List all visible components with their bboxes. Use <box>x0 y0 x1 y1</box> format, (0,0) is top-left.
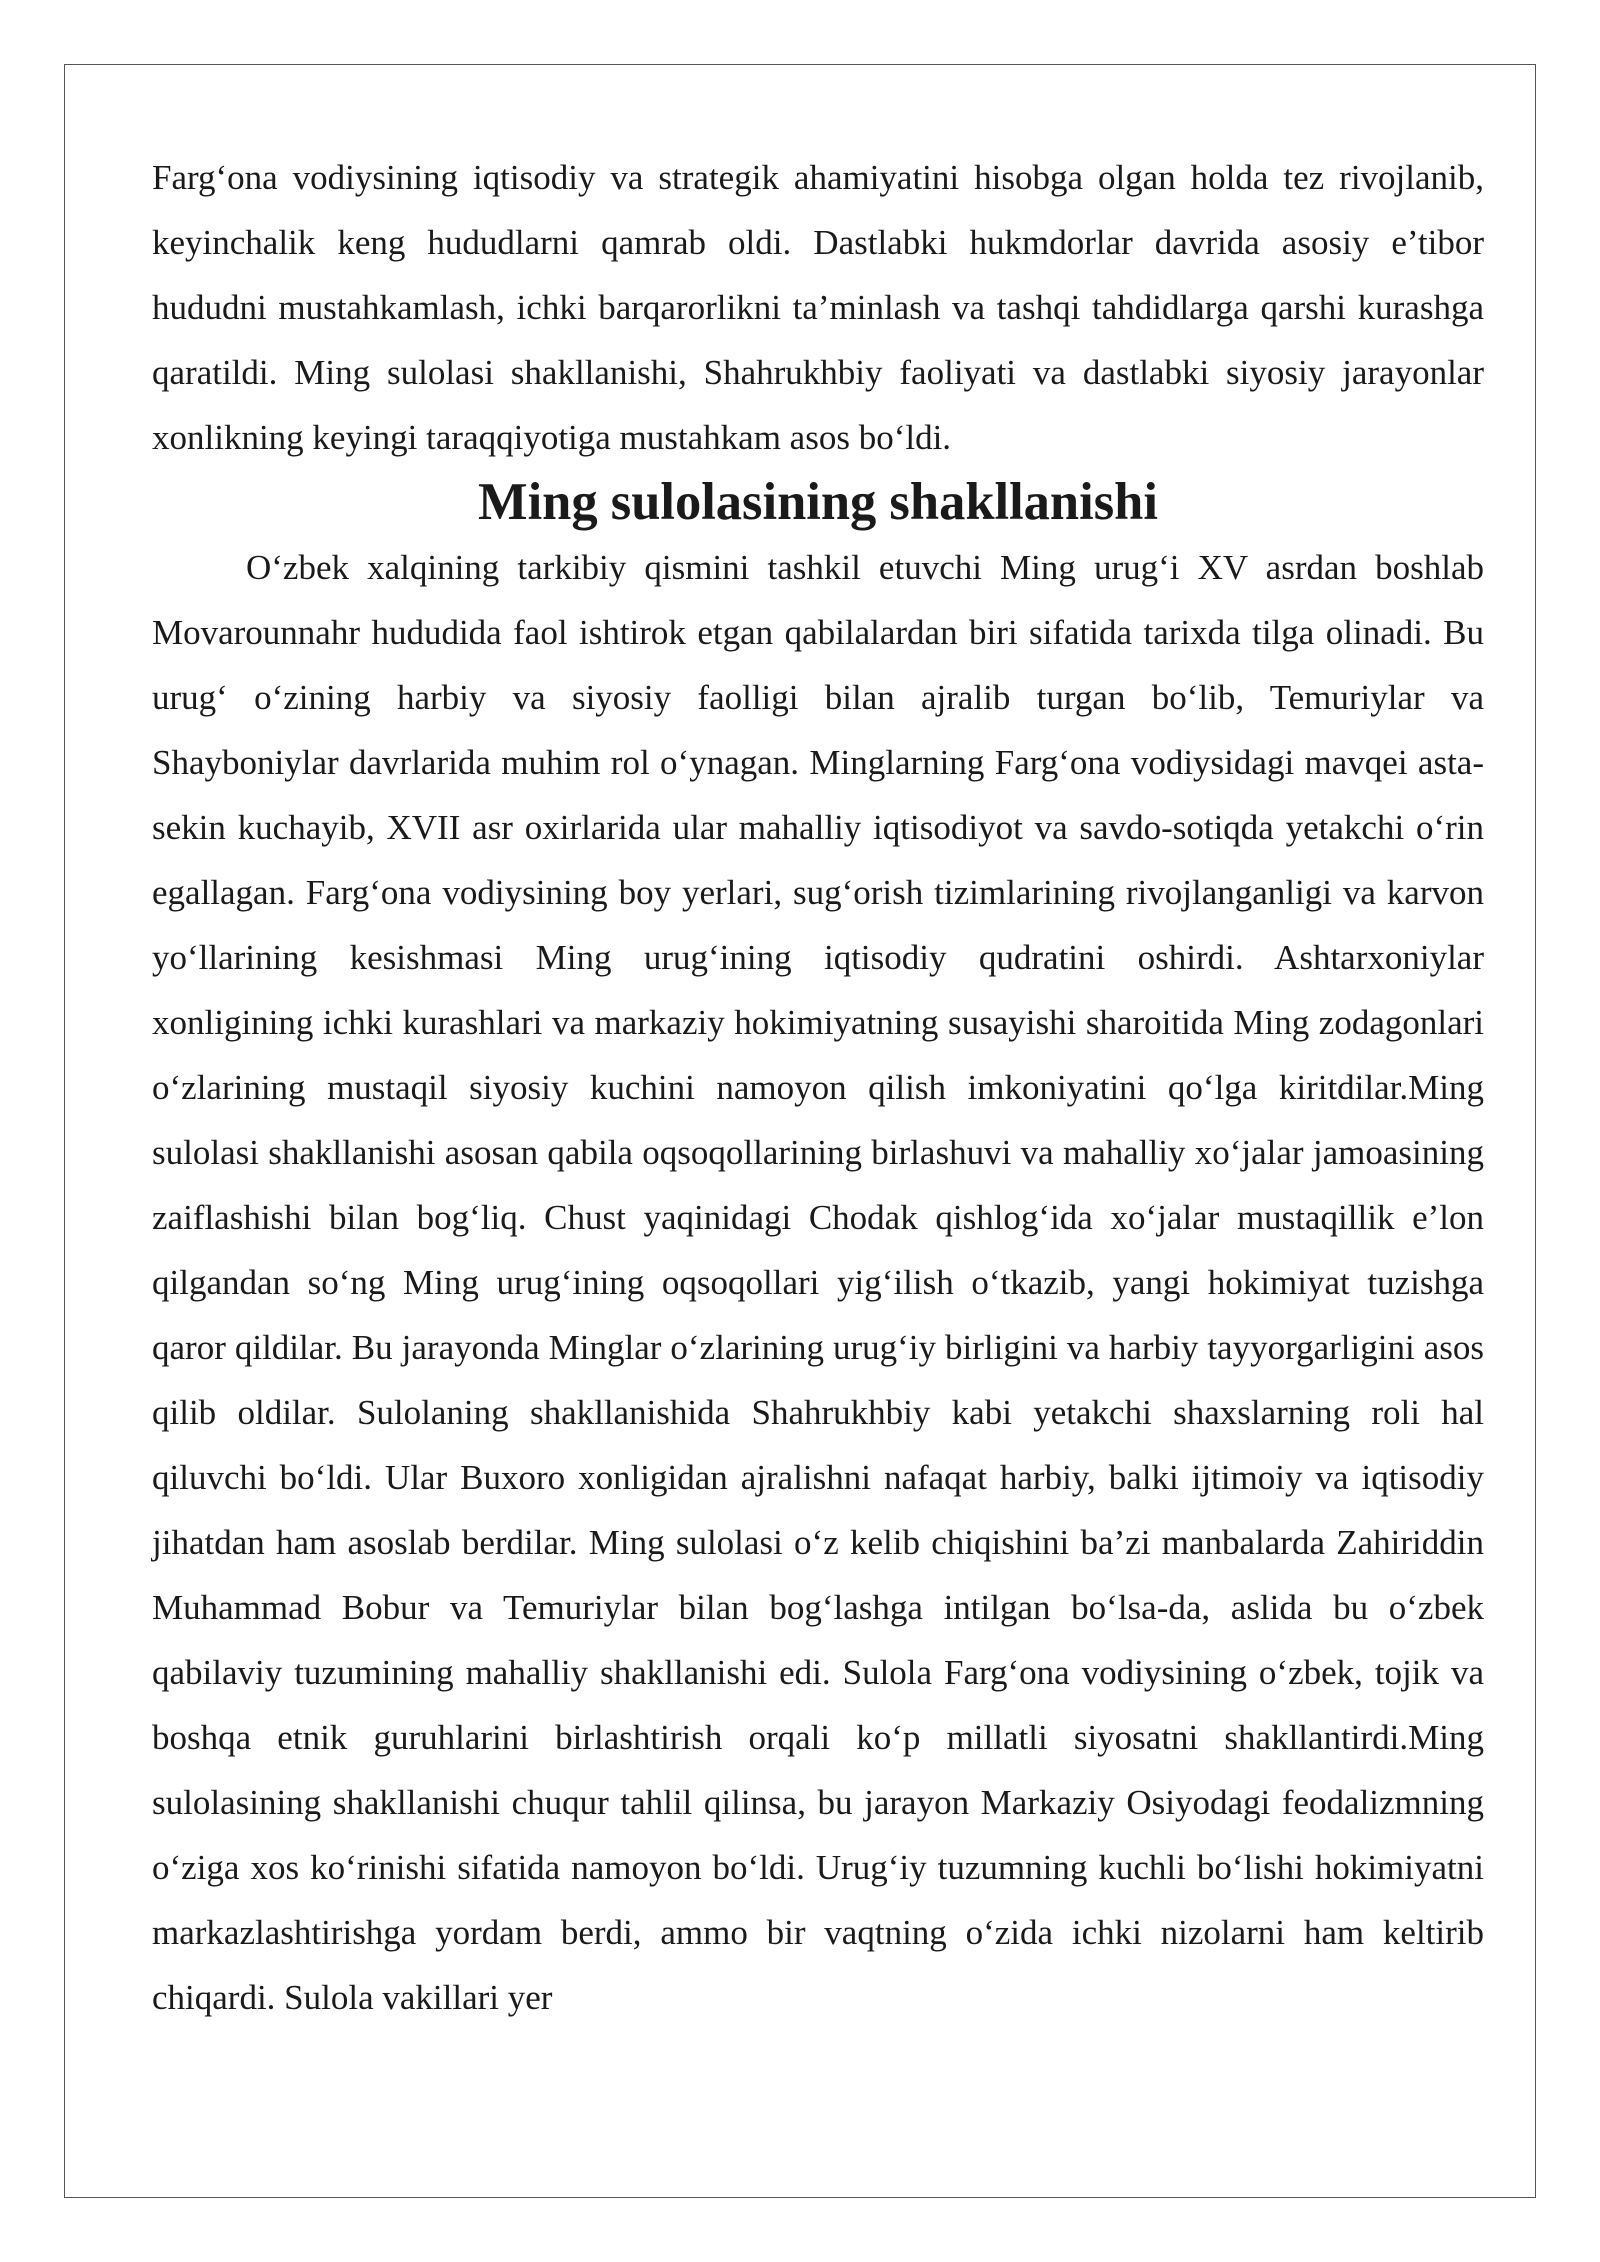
section-heading: Ming sulolasining shakllanishi <box>478 473 1158 531</box>
section-paragraph: O‘zbek xalqining tarkibiy qismini tashkil etuvchi Ming urug‘i XV asrdan boshlab Movarounnahr hududida faol ishtirok etgan qabilalardan biri sifatida tarixda tilga olinadi. Bu urug‘ o‘zining harbiy va siyosiy faolligi bilan ajralib turgan bo‘lib, Temuriylar va Shayboniylar davrlarida muhim rol o‘ynagan. Minglarning Farg‘ona vodiysidagi mavqei asta-sekin kuchayib, XVII asr oxirlarida ular mahalliy iqtisodiyot va savdo-sotiqda yetakchi o‘rin egallagan. Farg‘ona vodiysining boy yerlari, sug‘orish tizimlarining rivojlanganligi va karvon yo‘llarining kesishmasi Ming urug‘ining iqtisodiy qudratini oshirdi. Ashtarxoniylar xonligining ichki kurashlari va markaziy hokimiyatning susayishi sharoitida Ming zodagonlari o‘zlarining mustaqil siyosiy kuchini namoyon qilish imkoniyatini qo‘lga kiritdilar.Ming sulolasi shakllanishi asosan qabila oqsoqollarining birlashuvi va mahalliy xo‘jalar jamoasining zaiflashishi bilan bog‘liq. Chust yaqinidagi Chodak qishlog‘ida xo‘jalar mustaqillik e’lon qilgandan so‘ng Ming urug‘ining oqsoqollari yig‘ilish o‘tkazib, yangi hokimiyat tuzishga qaror qildilar. Bu jarayonda Minglar o‘zlarining urug‘iy birligini va harbiy tayyorgarligini asos qilib oldilar. Sulolaning shakllanishida Shahrukhbiy kabi yetakchi shaxslarning roli hal qiluvchi bo‘ldi. Ular Buxoro xonligidan ajralishni nafaqat harbiy, balki ijtimoiy va iqtisodiy jihatdan ham asoslab berdilar. Ming sulolasi o‘z kelib chiqishini ba’zi manbalarda Zahiriddin Muhammad Bobur va Temuriylar bilan bog‘lashga intilgan bo‘lsa-da, aslida bu o‘zbek qabilaviy tuzumining mahalliy shakllanishi edi. Sulola Farg‘ona vodiysining o‘zbek, tojik va boshqa etnik guruhlarini birlashtirish orqali ko‘p millatli siyosatni shakllantirdi.Ming sulolasining shakllanishi chuqur tahlil qilinsa, bu jarayon Markaziy Osiyodagi feodalizmning o‘ziga xos ko‘rinishi sifatida namoyon bo‘ldi. Urug‘iy tuzumning kuchli bo‘lishi hokimiyatni markazlashtirishga yordam berdi, ammo bir vaqtning o‘zida ichki nizolarni ham keltirib chiqardi. Sulola vakillari yer <box>152 548 1484 2017</box>
opening-paragraph: Farg‘ona vodiysining iqtisodiy va strategik ahamiyatini hisobga olgan holda tez rivojlanib, keyinchalik keng hududlarni qamrab oldi. Dastlabki hukmdorlar davrida asosiy e’tibor hududni mustahkamlash, ichki barqarorlikni ta’minlash va tashqi tahdidlarga qarshi kurashga qaratildi. Ming sulolasi shakllanishi, Shahrukhbiy faoliyati va dastlabki siyosiy jarayonlar xonlikning keyingi taraqqiyotiga mustahkam asos bo‘ldi. <box>152 158 1484 457</box>
document-body <box>152 145 1484 2030</box>
